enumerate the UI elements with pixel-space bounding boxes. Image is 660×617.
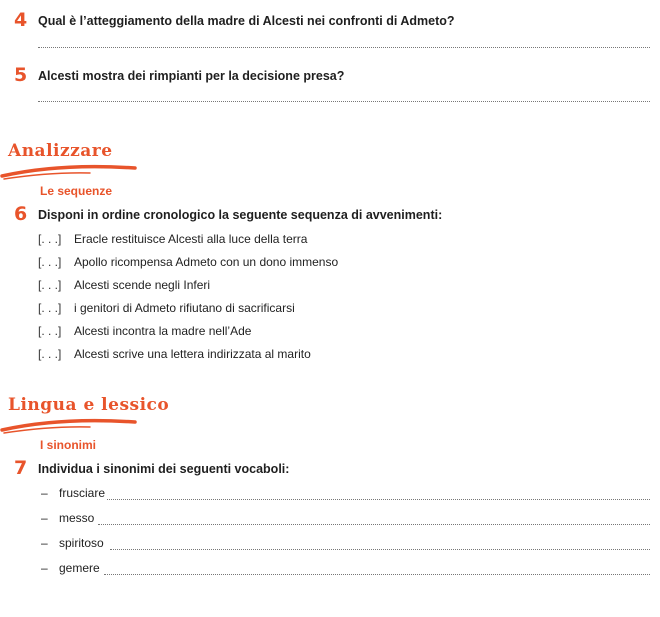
sequence-item-text: Alcesti incontra la madre nell’Ade — [74, 324, 252, 338]
dash: – — [41, 511, 48, 525]
sequence-item — [38, 255, 338, 269]
sequence-item — [38, 232, 307, 246]
sequence-item-text: i genitori di Admeto rifiutano di sacrificarsi — [74, 301, 295, 315]
answer-line-5[interactable] — [38, 101, 650, 102]
question-number-5: 5 — [14, 64, 28, 86]
dash: – — [41, 536, 48, 550]
sequence-item — [38, 324, 251, 338]
synonym-word: spiritoso — [59, 536, 104, 550]
section-swoosh-analizzare — [0, 160, 140, 182]
order-bracket[interactable]: [. . .] — [38, 232, 62, 246]
dash: – — [41, 486, 48, 500]
synonym-answer-line[interactable] — [110, 549, 650, 550]
section-title-analizzare: Analizzare — [8, 141, 113, 161]
sequence-item — [38, 301, 295, 315]
synonym-word: frusciare — [59, 486, 106, 500]
dash: – — [41, 561, 48, 575]
sequence-item-text: Eracle restituisce Alcesti alla luce della terra — [74, 232, 308, 246]
synonym-word: messo — [59, 511, 95, 525]
synonym-answer-line[interactable] — [107, 499, 650, 500]
section-title-lingua-e-lessico: Lingua e lessico — [8, 395, 170, 415]
synonym-item — [41, 486, 105, 500]
synonym-item — [41, 511, 94, 525]
synonym-answer-line[interactable] — [104, 574, 650, 575]
sequence-item-text: Alcesti scende negli Inferi — [74, 278, 211, 292]
answer-line-4[interactable] — [38, 47, 650, 48]
sequence-item — [38, 278, 210, 292]
order-bracket[interactable]: [. . .] — [38, 301, 62, 315]
order-bracket[interactable]: [. . .] — [38, 324, 62, 338]
order-bracket[interactable]: [. . .] — [38, 255, 62, 269]
synonym-word: gemere — [59, 561, 100, 575]
sequence-item-text: Apollo ricompensa Admeto con un dono immenso — [74, 255, 339, 269]
question-number-6: 6 — [14, 203, 28, 225]
synonym-item — [41, 536, 104, 550]
question-number-7: 7 — [14, 457, 28, 479]
question-7-text: Individua i sinonimi dei seguenti vocaboli: — [38, 462, 290, 476]
sequence-item-text: Alcesti scrive una lettera indirizzata al marito — [74, 347, 311, 361]
order-bracket[interactable]: [. . .] — [38, 347, 62, 361]
question-5-text: Alcesti mostra dei rimpianti per la decisione presa? — [38, 69, 345, 83]
sequence-item — [38, 347, 311, 361]
subhead-le-sequenze: Le sequenze — [40, 184, 113, 198]
section-swoosh-lingua — [0, 414, 140, 436]
order-bracket[interactable]: [. . .] — [38, 278, 62, 292]
synonym-item — [41, 561, 100, 575]
synonym-answer-line[interactable] — [98, 524, 650, 525]
question-4-text: Qual è l’atteggiamento della madre di Alcesti nei confronti di Admeto? — [38, 14, 455, 28]
subhead-i-sinonimi: I sinonimi — [40, 438, 97, 452]
question-6-text: Disponi in ordine cronologico la seguente sequenza di avvenimenti: — [38, 208, 443, 222]
question-number-4: 4 — [14, 9, 28, 31]
